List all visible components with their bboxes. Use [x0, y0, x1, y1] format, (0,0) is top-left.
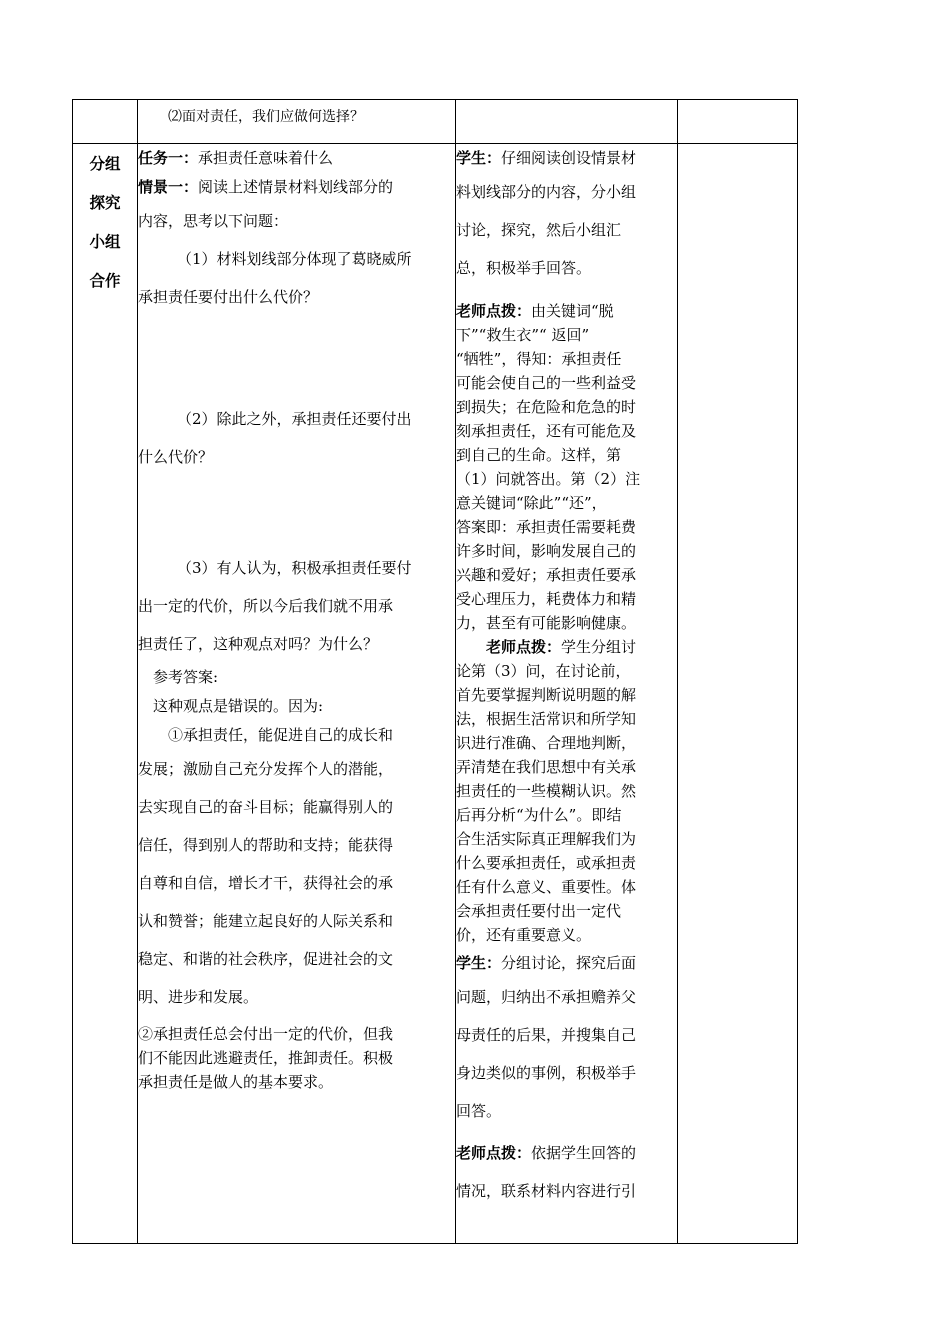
- scene-label: 情景一：: [138, 178, 199, 196]
- teacher-guide-line: “牺牲”，得知：承担责任: [456, 350, 622, 368]
- section-label-line: 合作: [89, 271, 121, 290]
- question-1-line: （1）材料划线部分体现了葛晓威所: [177, 250, 412, 268]
- empty-cell: [678, 100, 798, 144]
- teacher-guide-line: （1）问就答出。第（2）注: [456, 470, 641, 488]
- teacher-guide-line: 许多时间，影响发展自己的: [456, 542, 637, 560]
- section-label-cell: [73, 144, 138, 1244]
- student-activity-line: [456, 949, 677, 978]
- scene-line: [138, 173, 455, 202]
- question-2-line: 什么代价？: [138, 448, 214, 466]
- empty-cell: [678, 144, 798, 1244]
- question-cell: [138, 100, 456, 144]
- teacher-guide-line: 情况，联系材料内容进行引: [456, 1182, 637, 1200]
- teacher-guide-line: 法，根据生活常识和所学知: [456, 710, 637, 728]
- question-3-line: 出一定的代价，所以今后我们就不用承: [138, 597, 394, 615]
- student-text: 分组讨论，探究后面: [501, 954, 637, 972]
- answer-1-line: ①承担责任，能促进自己的成长和: [168, 726, 394, 744]
- activity-content-cell: [456, 144, 678, 1244]
- section-label-line: 探究: [89, 193, 121, 212]
- reference-answer-line: 这种观点是错误的。因为:: [153, 697, 324, 715]
- empty-cell: [456, 100, 678, 144]
- task-title-label: 任务一：: [138, 149, 199, 167]
- teacher-label: 老师点拨：: [486, 638, 562, 656]
- teacher-guide-line: 到自己的生命。这样，第: [456, 446, 622, 464]
- answer-1-line: 信任，得到别人的帮助和支持；能获得: [138, 836, 394, 854]
- teacher-guide-line: 弄清楚在我们思想中有关承: [456, 758, 637, 776]
- section-label-line: 小组: [89, 232, 121, 251]
- student-activity-line: 料划线部分的内容，分小组: [456, 183, 637, 201]
- teacher-guide-line: 合生活实际真正理解我们为: [456, 830, 637, 848]
- student-activity-line: 讨论，探究，然后小组汇: [456, 221, 622, 239]
- answer-1-line: 去实现自己的奋斗目标；能赢得别人的: [138, 798, 394, 816]
- question-text: ⑵面对责任，我们应做何选择？: [168, 109, 364, 125]
- task-content-cell: [138, 144, 456, 1244]
- scene-text: 阅读上述情景材料划线部分的: [198, 178, 394, 196]
- task-title-text: 承担责任意味着什么: [198, 149, 334, 167]
- teacher-guide-line: 会承担责任要付出一定代: [456, 902, 622, 920]
- teacher-guide-line: 意关键词“除此”“还”，: [456, 494, 607, 512]
- lesson-plan-table: [72, 99, 798, 1244]
- student-activity-line: 总，积极举手回答。: [456, 259, 592, 277]
- teacher-guide-line: 首先要掌握判断说明题的解: [456, 686, 637, 704]
- answer-1-line: 明、进步和发展。: [138, 988, 259, 1006]
- teacher-guide-line: 答案即：承担责任需要耗费: [456, 518, 637, 536]
- student-activity-line: 问题，归纳出不承担赡养父: [456, 988, 637, 1006]
- teacher-text: 学生分组讨: [561, 638, 637, 656]
- teacher-guide-line: 受心理压力，耗费体力和精: [456, 590, 637, 608]
- teacher-guide-line: [456, 1134, 677, 1172]
- teacher-guide-line: 后再分析“为什么”。即结: [456, 806, 622, 824]
- teacher-guide-line: 论第（3）问，在讨论前，: [456, 662, 631, 680]
- teacher-text: 由关键词“脱: [531, 302, 614, 320]
- answer-1-line: 认和赞誉；能建立起良好的人际关系和: [138, 912, 394, 930]
- teacher-guide-line: 什么要承担责任，或承担责: [456, 854, 637, 872]
- student-activity-line: 身边类似的事例，积极举手: [456, 1064, 637, 1082]
- empty-cell: [73, 100, 138, 144]
- teacher-guide-line: 下”“救生衣”“ 返回”: [456, 326, 590, 344]
- teacher-guide-line: 兴趣和爱好；承担责任要承: [456, 566, 637, 584]
- answer-2-line: 们不能因此逃避责任，推卸责任。积极: [138, 1049, 394, 1067]
- student-activity-line: [456, 144, 677, 173]
- question-1-line: 承担责任要付出什么代价？: [138, 288, 319, 306]
- answer-space: [138, 476, 455, 549]
- answer-1-line: 发展；激励自己充分发挥个人的潜能，: [138, 760, 394, 778]
- answer-1-line: 稳定、和谐的社会秩序，促进社会的文: [138, 950, 394, 968]
- teacher-guide-line: [456, 299, 677, 323]
- question-3-line: 担责任了，这种观点对吗？为什么？: [138, 635, 379, 653]
- teacher-text: 依据学生回答的: [531, 1144, 637, 1162]
- teacher-label: 老师点拨：: [456, 302, 532, 320]
- student-activity-line: 回答。: [456, 1102, 502, 1120]
- scene-line: 内容，思考以下问题：: [138, 212, 289, 230]
- student-label: 学生：: [456, 149, 502, 167]
- teacher-guide-line: [456, 635, 677, 659]
- answer-space: [138, 316, 455, 400]
- student-text: 仔细阅读创设情景材: [501, 149, 637, 167]
- section-label-line: 分组: [89, 154, 121, 173]
- student-activity-line: 母责任的后果，并搜集自己: [456, 1026, 637, 1044]
- reference-answer-title: 参考答案:: [153, 668, 219, 686]
- answer-1-line: 自尊和自信，增长才干，获得社会的承: [138, 874, 394, 892]
- student-label: 学生：: [456, 954, 502, 972]
- teacher-guide-line: 力，甚至有可能影响健康。: [456, 614, 637, 632]
- teacher-guide-line: 价，还有重要意义。: [456, 926, 592, 944]
- question-3-line: （3）有人认为，积极承担责任要付: [177, 559, 412, 577]
- teacher-label: 老师点拨：: [456, 1144, 532, 1162]
- answer-2-line: ②承担责任总会付出一定的代价，但我: [138, 1025, 394, 1043]
- table-row: [73, 100, 798, 144]
- teacher-guide-line: 可能会使自己的一些利益受: [456, 374, 637, 392]
- question-2-line: （2）除此之外，承担责任还要付出: [177, 410, 412, 428]
- teacher-guide-line: 担责任的一些模糊认识。然: [456, 782, 637, 800]
- table-row: [73, 144, 798, 1244]
- task-title: [138, 144, 455, 173]
- answer-2-line: 承担责任是做人的基本要求。: [138, 1073, 334, 1091]
- teacher-guide-line: 刻承担责任，还有可能危及: [456, 422, 637, 440]
- teacher-guide-line: 识进行准确、合理地判断，: [456, 734, 637, 752]
- teacher-guide-line: 任有什么意义、重要性。体: [456, 878, 637, 896]
- teacher-guide-line: 到损失；在危险和危急的时: [456, 398, 637, 416]
